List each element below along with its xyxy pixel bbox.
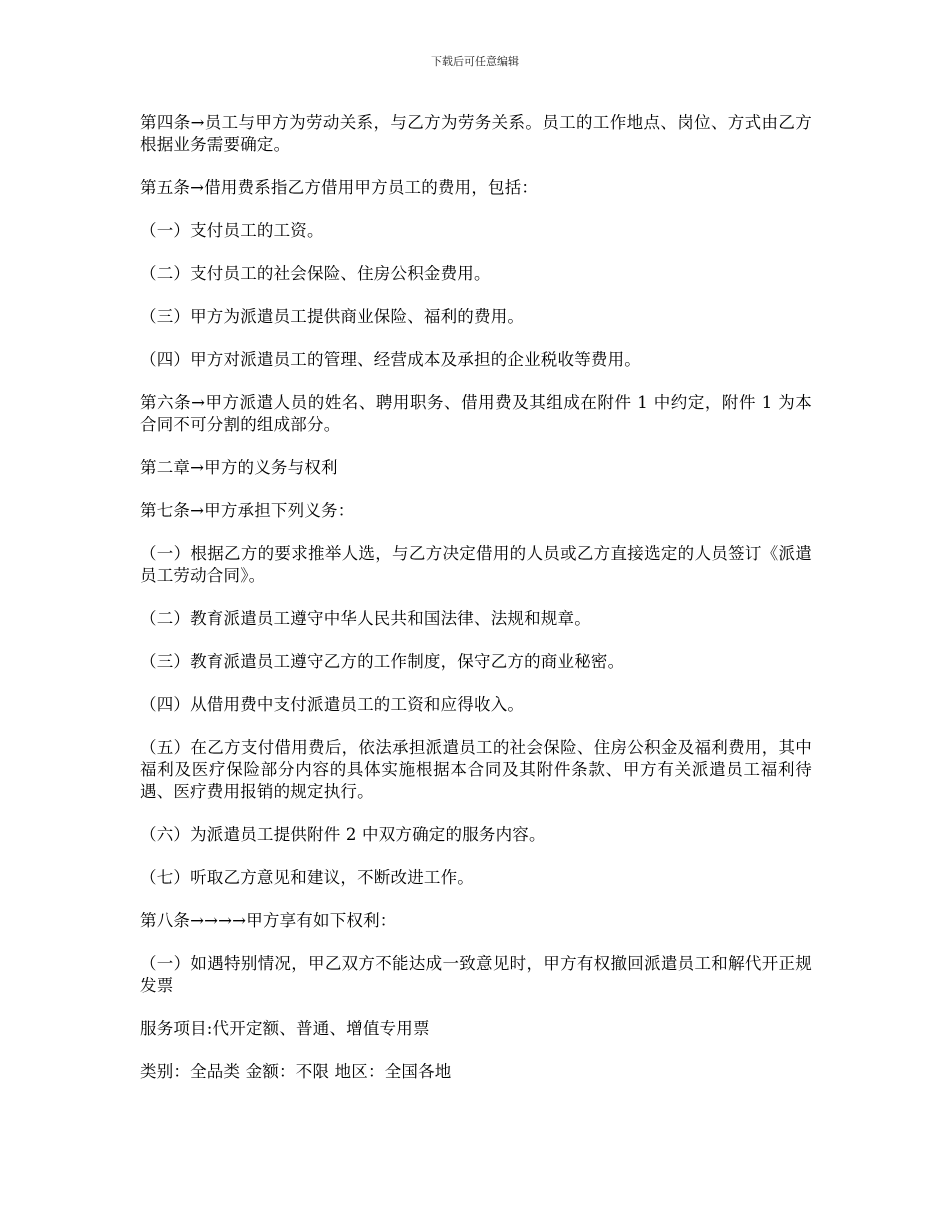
article-5-item-2: （二）支付员工的社会保险、住房公积金费用。 [140, 264, 491, 283]
article-7-item-6: （六）为派遣员工提供附件 2 中双方确定的服务内容。 [140, 825, 546, 844]
article-7-item-3: （三）教育派遣员工遵守乙方的工作制度，保守乙方的商业秘密。 [140, 652, 625, 671]
article-7-item-5: （五）在乙方支付借用费后，依法承担派遣员工的社会保险、住房公积金及福利费用，其中福利及医疗保险部分内容的具体实施根据本合同及其附件条款、甲方有关派遣员工福利待遇、医疗费用报销的规定执行。 [140, 738, 812, 801]
page-header: 下载后可任意编辑 [431, 55, 519, 68]
article-4: 第四条→员工与甲方为劳动关系，与乙方为劳务关系。员工的工作地点、岗位、方式由乙方根据业务需要确定。 [140, 113, 812, 154]
article-5-item-3: （三）甲方为派遣员工提供商业保险、福利的费用。 [140, 307, 525, 326]
article-5-item-1: （一）支付员工的工资。 [140, 221, 324, 240]
article-7-item-2: （二）教育派遣员工遵守中华人民共和国法律、法规和规章。 [140, 609, 591, 628]
article-6: 第六条→甲方派遣人员的姓名、聘用职务、借用费及其组成在附件 1 中约定，附件 1 为本合同不可分割的组成部分。 [140, 393, 812, 434]
article-7-item-7: （七）听取乙方意见和建议，不断改进工作。 [140, 868, 474, 887]
document-body [140, 112, 812, 1104]
category-amount-region-line: 类别：全品类 金额：不限 地区：全国各地 [140, 1062, 452, 1081]
article-7: 第七条→甲方承担下列义务： [140, 501, 355, 520]
article-7-item-1: （一）根据乙方的要求推举人选，与乙方决定借用的人员或乙方直接选定的人员签订《派遣员工劳动合同》。 [140, 544, 812, 585]
service-items-line: 服务项目:代开定额、普通、增值专用票 [140, 1019, 430, 1038]
article-8-item-1: （一）如遇特别情况，甲乙双方不能达成一致意见时，甲方有权撤回派遣员工和解代开正规发票 [140, 954, 812, 995]
article-5-item-4: （四）甲方对派遣员工的管理、经营成本及承担的企业税收等费用。 [140, 350, 641, 369]
article-8: 第八条→→→→甲方享有如下权利： [140, 911, 397, 930]
article-5: 第五条→借用费系指乙方借用甲方员工的费用，包括： [140, 178, 539, 197]
article-7-item-4: （四）从借用费中支付派遣员工的工资和应得收入。 [140, 695, 525, 714]
chapter-2-heading: 第二章→甲方的义务与权利 [140, 458, 338, 477]
